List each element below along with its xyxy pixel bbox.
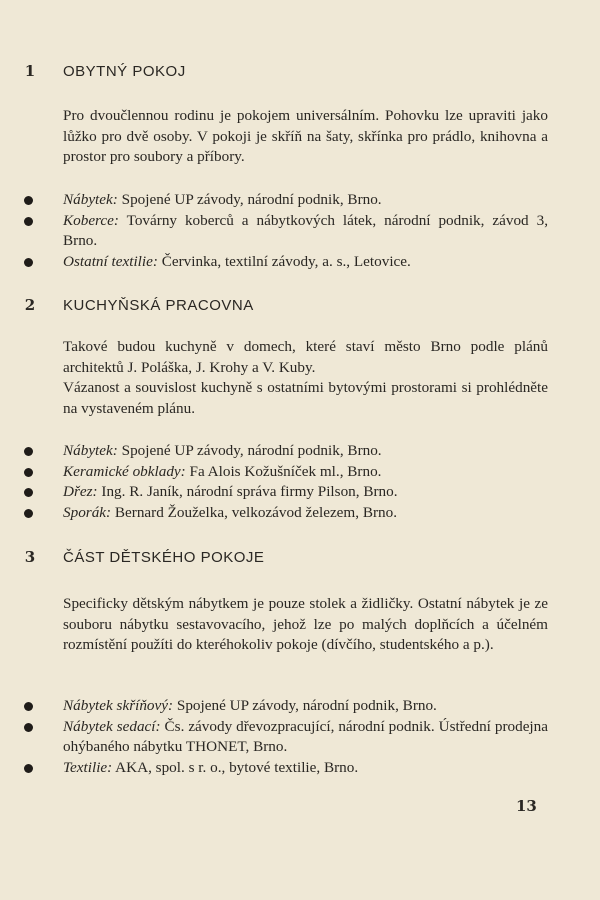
list-item — [0, 441, 548, 462]
bullet-icon — [24, 509, 33, 518]
item-label: Keramické obklady: — [63, 462, 186, 480]
section-description — [63, 337, 548, 419]
paragraph: Pro dvoučlennou rodinu je pokojem universálním. Pohovku lze upraviti jako lůžko pro dvě osoby. V pokoji je skříň na šaty, skřínka pro prádlo, knihovna a prostor pro soubory a příbory. — [63, 107, 548, 165]
item-text: Továrny koberců a nábytkových látek, národní podnik, závod 3, Brno. — [63, 211, 548, 249]
section-number: 2 — [24, 296, 36, 314]
paragraph: Vázanost a souvislost kuchyně s ostatními bytovými prostorami si prohlédněte na vystaveném plánu. — [63, 379, 548, 417]
list-item — [0, 190, 548, 211]
item-label: Ostatní textilie: — [63, 252, 158, 270]
section-title: KUCHYŇSKÁ PRACOVNA — [63, 297, 254, 314]
section-description — [63, 594, 548, 656]
bullet-icon — [24, 723, 33, 732]
item-label: Nábytek sedací: — [63, 717, 161, 735]
supplier-list — [0, 696, 600, 778]
list-item — [0, 503, 548, 524]
item-label: Koberce: — [63, 211, 119, 229]
item-text: Spojené UP závody, národní podnik, Brno. — [173, 697, 437, 714]
section-description — [63, 106, 548, 168]
bullet-icon — [24, 468, 33, 477]
item-text: Fa Alois Kožušníček ml., Brno. — [185, 462, 382, 480]
item-text: Čs. závody dřevozpracující, národní podnik. Ústřední prodejna ohýbaného nábytku THONET, Brno. — [63, 717, 548, 755]
item-text: Spojené UP závody, národní podnik, Brno. — [117, 442, 382, 459]
page-number: 13 — [516, 797, 537, 815]
section-number: 1 — [24, 62, 36, 80]
bullet-icon — [24, 217, 33, 226]
list-item — [0, 696, 548, 717]
bullet-icon — [24, 764, 33, 773]
item-label: Dřez: — [63, 483, 98, 500]
item-text: Spojené UP závody, národní podnik, Brno. — [117, 191, 382, 208]
section-title: ČÁST DĚTSKÉHO POKOJE — [63, 549, 265, 566]
list-item — [0, 717, 548, 758]
list-item — [0, 462, 548, 483]
paragraph: Takové budou kuchyně v domech, které staví město Brno podle plánů architektů J. Poláška, J. Krohy a V. Kuby. — [63, 338, 548, 376]
item-text: Ing. R. Janík, národní správa firmy Pilson, Brno. — [97, 483, 398, 500]
supplier-list — [0, 190, 600, 272]
list-item — [0, 211, 548, 252]
item-text: Bernard Žouželka, velkozávod železem, Brno. — [111, 503, 398, 521]
bullet-icon — [24, 702, 33, 711]
supplier-list — [0, 441, 600, 523]
paragraph: Specificky dětským nábytkem je pouze stolek a židličky. Ostatní nábytek je ze souboru nábytku sestavovacího, jehož lze po malých doplňcích a účelném rozmístění použíti do kteréhokoliv pokoje (dívčího, studentského a p.). — [63, 595, 548, 653]
item-text: AKA, spol. s r. o., bytové textilie, Brno. — [112, 758, 359, 776]
item-label: Textilie: — [63, 758, 113, 776]
bullet-icon — [24, 488, 33, 497]
section-title: OBYTNÝ POKOJ — [63, 63, 186, 80]
list-item — [0, 252, 548, 273]
section-number: 3 — [24, 548, 36, 566]
list-item — [0, 482, 548, 503]
bullet-icon — [24, 447, 33, 456]
bullet-icon — [24, 196, 33, 205]
list-item — [0, 758, 548, 779]
item-label: Nábytek: — [63, 191, 118, 208]
item-label: Sporák: — [63, 503, 112, 521]
item-label: Nábytek: — [63, 442, 118, 459]
bullet-icon — [24, 258, 33, 267]
item-text: Červinka, textilní závody, a. s., Letovice. — [157, 252, 411, 270]
item-label: Nábytek skříňový: — [63, 697, 174, 714]
